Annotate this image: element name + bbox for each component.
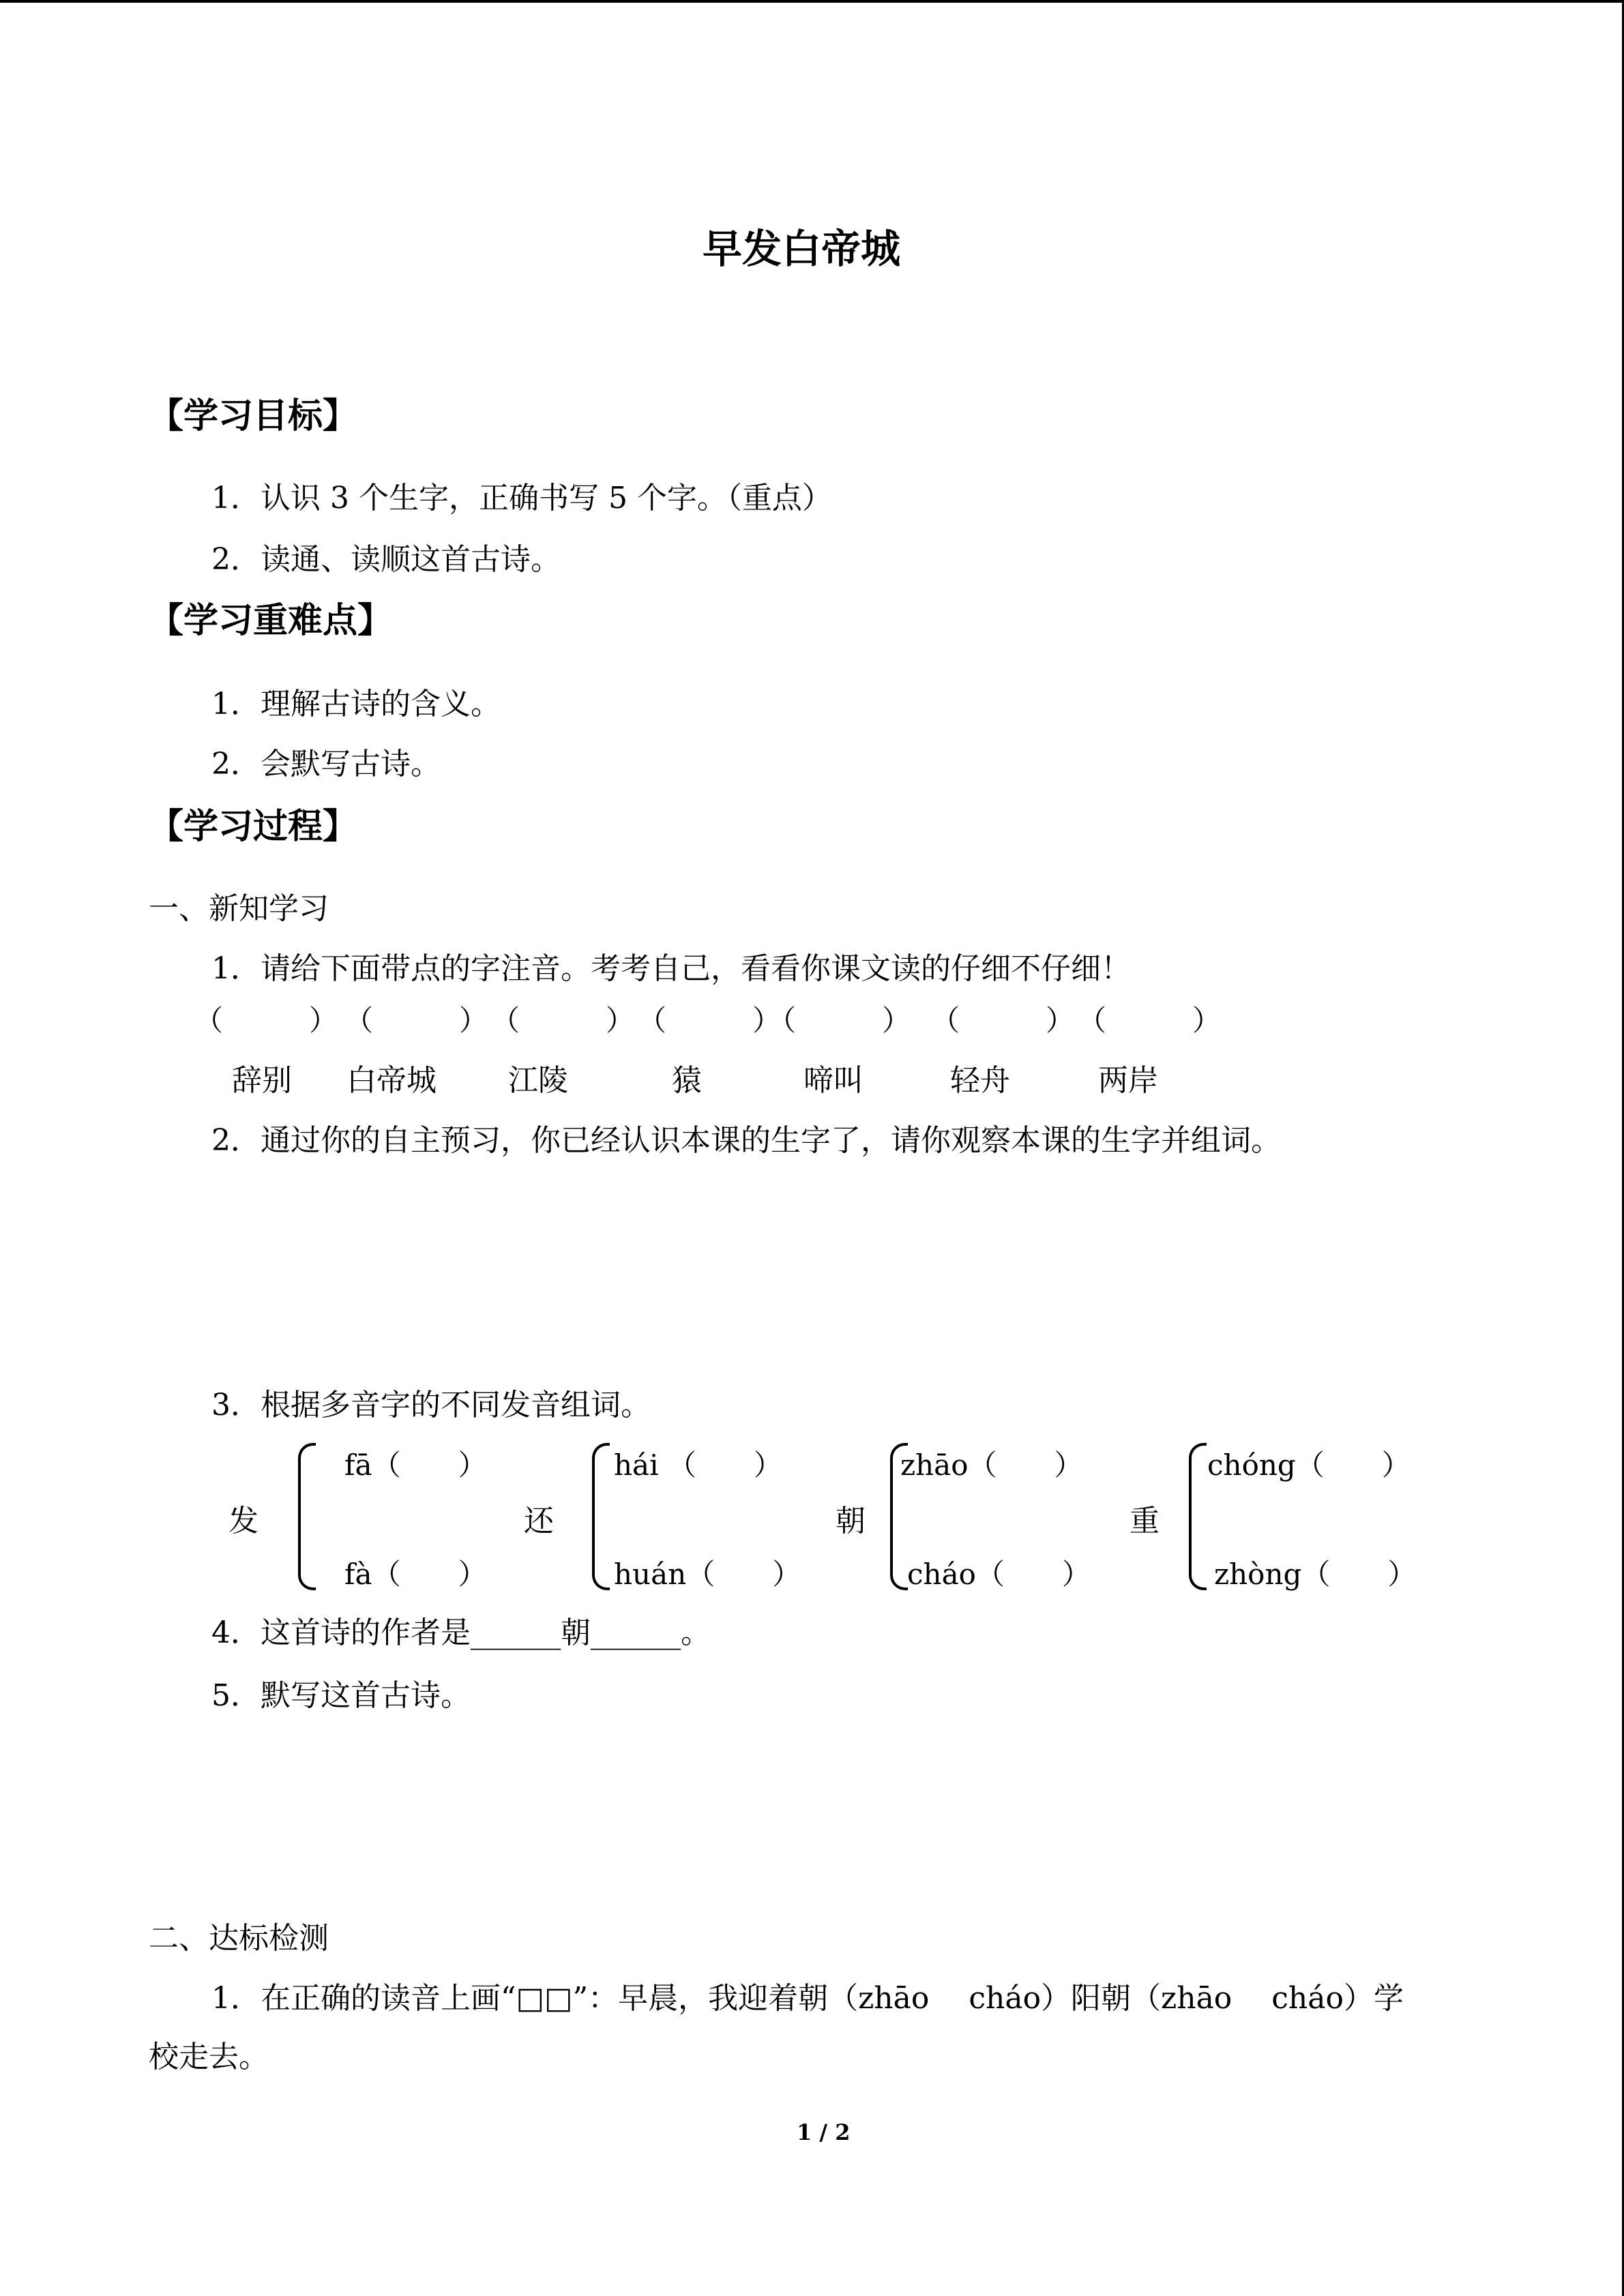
polyphone-bottom: zhòng（ ） [1214,1557,1417,1591]
pinyin-blank: （ ） [638,1004,782,1037]
polyphone-char: 朝 [836,1504,866,1538]
page-number: 1 / 2 [797,2119,851,2145]
top-border [0,0,1624,3]
key-point-item: 2．会默写古诗。 [211,747,441,781]
polyphone-bottom: huán（ ） [614,1557,801,1591]
section2-question-1: 1．在正确的读音上画“□□”：早晨，我迎着朝（zhāo cháo）阳朝（zhāo cháo）学 [211,1981,1404,2016]
brace-icon [1189,1443,1207,1590]
vocab-word: 辞别 [232,1063,292,1098]
polyphone-top: chóng（ ） [1207,1448,1411,1482]
pinyin-blank: （ ） [931,1004,1075,1037]
key-points-heading: 【学习重难点】 [149,601,393,641]
vocab-word: 两岸 [1098,1063,1158,1098]
pinyin-blank: （ ） [1078,1004,1222,1037]
section2-title: 二、达标检测 [149,1921,329,1956]
polyphone-char: 还 [524,1504,554,1538]
vocab-word: 猿 [672,1063,702,1098]
objective-item: 1．认识 3 个生字，正确书写 5 个字。（重点） [211,481,832,516]
polyphone-top: fā（ ） [344,1448,487,1482]
question-5: 5．默写这首古诗。 [211,1678,471,1713]
process-heading: 【学习过程】 [149,807,358,847]
polyphone-char: 重 [1130,1504,1160,1538]
brace-icon [592,1443,610,1590]
polyphone-top: zhāo（ ） [900,1448,1083,1482]
brace-icon [298,1443,316,1590]
polyphone-top: hái （ ） [614,1448,782,1482]
section2-question-1-cont: 校走去。 [149,2040,269,2074]
question-1: 1．请给下面带点的字注音。考考自己，看看你课文读的仔细不仔细！ [211,951,1131,986]
polyphone-char: 发 [228,1504,259,1538]
pinyin-blank: （ ） [491,1004,635,1037]
question-4: 4．这首诗的作者是______朝______。 [211,1615,711,1650]
objectives-heading: 【学习目标】 [149,396,358,436]
question-3: 3．根据多音字的不同发音组词。 [211,1388,651,1422]
pinyin-blank: （ ） [344,1004,488,1037]
page-title: 早发白帝城 [703,226,901,272]
key-point-item: 1．理解古诗的含义。 [211,687,501,721]
polyphone-bottom: cháo（ ） [907,1557,1091,1591]
vocab-word: 啼叫 [803,1063,863,1098]
pinyin-blank: （ ） [194,1004,338,1037]
vocab-word: 白帝城 [346,1063,437,1098]
section1-title: 一、新知学习 [149,891,329,926]
vocab-word: 江陵 [508,1063,568,1098]
vocab-word: 轻舟 [950,1063,1010,1098]
pinyin-blank: （ ） [767,1004,911,1037]
question-2: 2．通过你的自主预习，你已经认识本课的生字了，请你观察本课的生字并组词。 [211,1123,1281,1158]
objective-item: 2．读通、读顺这首古诗。 [211,542,561,577]
polyphone-bottom: fà（ ） [344,1557,487,1591]
